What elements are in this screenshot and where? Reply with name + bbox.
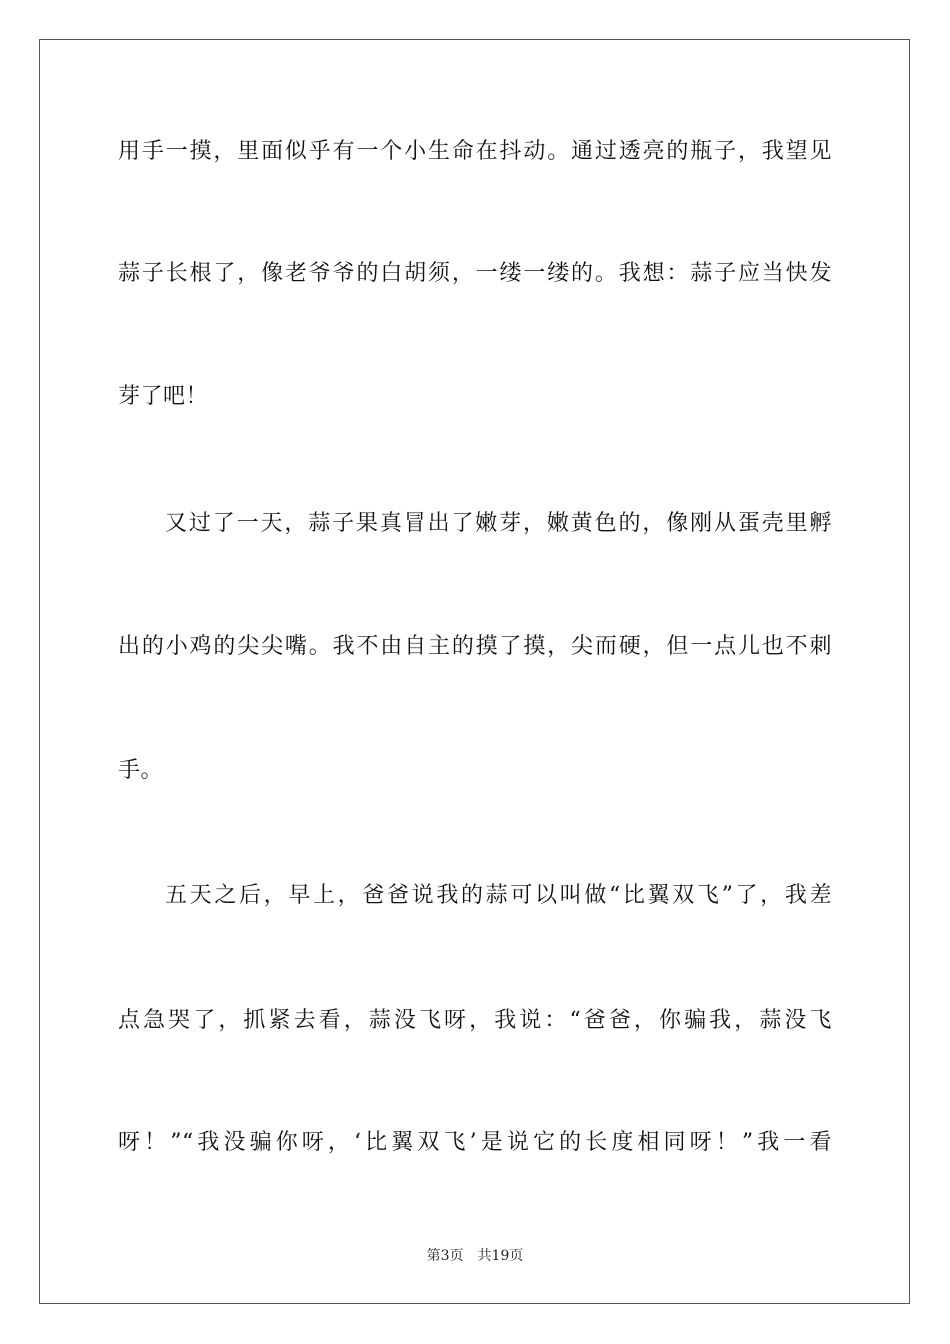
- page-footer: [0, 1247, 950, 1265]
- text-line-3: 芽了吧！: [118, 384, 209, 409]
- text-line-8: 点急哭了，抓紧去看，蒜没飞呀，我说：“爸爸，你骗我，蒜没飞: [118, 1008, 832, 1033]
- page-frame: [39, 39, 910, 1304]
- text-line-9: 呀！”“我没骗你呀，‘比翼双飞’是说它的长度相同呀！”我一看: [118, 1130, 832, 1155]
- page-number-total: 共19页: [477, 1248, 524, 1264]
- text-line-7: 五天之后，早上，爸爸说我的蒜可以叫做“比翼双飞”了，我差: [165, 883, 832, 908]
- text-line-4: 又过了一天，蒜子果真冒出了嫩芽，嫩黄色的，像刚从蛋壳里孵: [165, 511, 832, 536]
- text-line-1: 用手一摸，里面似乎有一个小生命在抖动。通过透亮的瓶子，我望见: [118, 139, 832, 164]
- page-number-current: 第3页: [426, 1248, 464, 1264]
- text-line-6: 手。: [118, 758, 164, 783]
- text-line-5: 出的小鸡的尖尖嘴。我不由自主的摸了摸，尖而硬，但一点儿也不刺: [118, 634, 832, 659]
- text-line-2: 蒜子长根了，像老爷爷的白胡须，一缕一缕的。我想：蒜子应当快发: [118, 261, 832, 286]
